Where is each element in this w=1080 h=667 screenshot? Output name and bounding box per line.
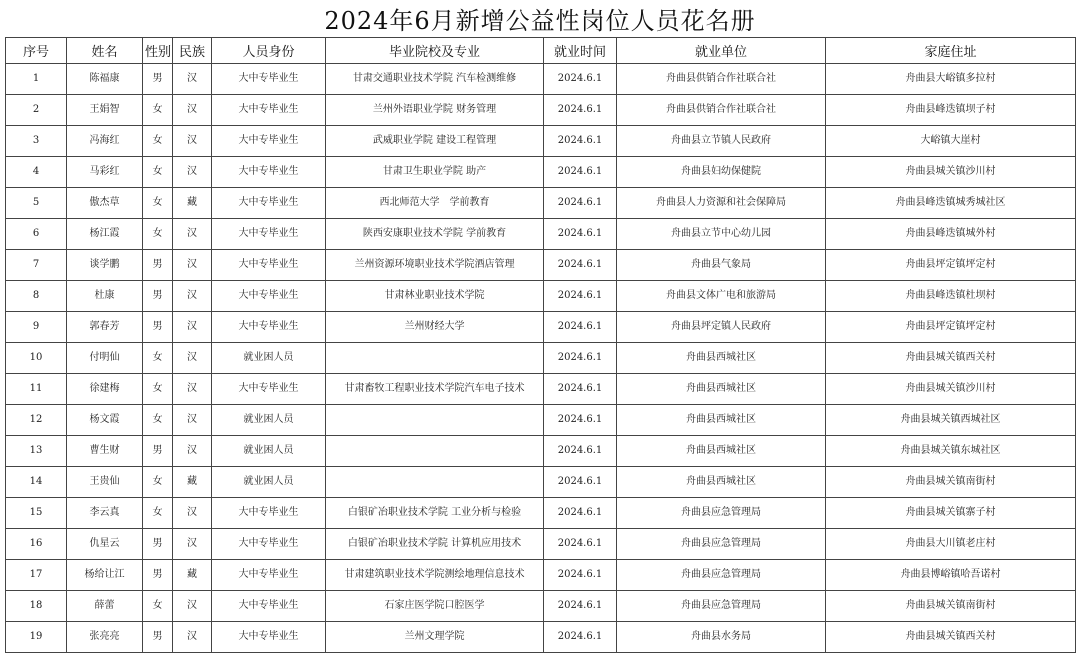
person-gender-cell: 男 xyxy=(143,250,173,281)
employment-date-cell: 2024.6.1 xyxy=(544,250,617,281)
person-identity-cell: 大中专毕业生 xyxy=(212,219,326,250)
employer-unit-cell: 舟曲县立节中心幼儿园 xyxy=(617,219,826,250)
person-identity-cell: 就业困人员 xyxy=(212,467,326,498)
school-major-cell: 武威职业学院 建设工程管理 xyxy=(326,126,544,157)
employment-date-cell: 2024.6.1 xyxy=(544,560,617,591)
person-name-cell: 马彩红 xyxy=(67,157,143,188)
person-name-cell: 付明仙 xyxy=(67,343,143,374)
person-gender-cell: 男 xyxy=(143,622,173,653)
person-ethnicity-cell: 汉 xyxy=(173,529,212,560)
person-identity-cell: 大中专毕业生 xyxy=(212,498,326,529)
employer-unit-cell: 舟曲县妇幼保健院 xyxy=(617,157,826,188)
employer-unit-cell: 舟曲县西城社区 xyxy=(617,343,826,374)
school-major-cell: 白银矿冶职业技术学院 工业分析与检验 xyxy=(326,498,544,529)
table-row xyxy=(6,219,1076,250)
school-major-cell: 甘肃卫生职业学院 助产 xyxy=(326,157,544,188)
person-identity-cell: 就业困人员 xyxy=(212,405,326,436)
employment-date-cell: 2024.6.1 xyxy=(544,95,617,126)
column-header: 毕业院校及专业 xyxy=(326,38,544,64)
person-gender-cell: 女 xyxy=(143,343,173,374)
home-address-cell: 舟曲县峰迭镇坝子村 xyxy=(826,95,1076,126)
column-header: 性别 xyxy=(143,38,173,64)
person-ethnicity-cell: 藏 xyxy=(173,188,212,219)
person-identity-cell: 大中专毕业生 xyxy=(212,64,326,95)
school-major-cell: 甘肃林业职业技术学院 xyxy=(326,281,544,312)
employer-unit-cell: 舟曲县应急管理局 xyxy=(617,529,826,560)
row-number-cell: 1 xyxy=(6,64,67,95)
table-row xyxy=(6,188,1076,219)
roster-body xyxy=(6,64,1076,653)
person-ethnicity-cell: 汉 xyxy=(173,157,212,188)
person-name-cell: 冯海红 xyxy=(67,126,143,157)
employment-date-cell: 2024.6.1 xyxy=(544,529,617,560)
employer-unit-cell: 舟曲县西城社区 xyxy=(617,405,826,436)
row-number-cell: 10 xyxy=(6,343,67,374)
employer-unit-cell: 舟曲县西城社区 xyxy=(617,374,826,405)
person-ethnicity-cell: 汉 xyxy=(173,622,212,653)
person-identity-cell: 大中专毕业生 xyxy=(212,591,326,622)
person-name-cell: 谈学鹏 xyxy=(67,250,143,281)
table-row xyxy=(6,436,1076,467)
person-ethnicity-cell: 汉 xyxy=(173,126,212,157)
person-ethnicity-cell: 汉 xyxy=(173,95,212,126)
person-ethnicity-cell: 汉 xyxy=(173,64,212,95)
school-major-cell: 兰州资源环境职业技术学院酒店管理 xyxy=(326,250,544,281)
person-identity-cell: 大中专毕业生 xyxy=(212,560,326,591)
person-name-cell: 徐建梅 xyxy=(67,374,143,405)
employer-unit-cell: 舟曲县供销合作社联合社 xyxy=(617,64,826,95)
employment-date-cell: 2024.6.1 xyxy=(544,591,617,622)
home-address-cell: 舟曲县城关镇沙川村 xyxy=(826,157,1076,188)
home-address-cell: 舟曲县城关镇西关村 xyxy=(826,343,1076,374)
employment-date-cell: 2024.6.1 xyxy=(544,405,617,436)
person-gender-cell: 男 xyxy=(143,64,173,95)
home-address-cell: 舟曲县城关镇南街村 xyxy=(826,591,1076,622)
person-name-cell: 薛蕾 xyxy=(67,591,143,622)
person-gender-cell: 男 xyxy=(143,529,173,560)
employer-unit-cell: 舟曲县立节镇人民政府 xyxy=(617,126,826,157)
employer-unit-cell: 舟曲县应急管理局 xyxy=(617,591,826,622)
column-header: 家庭住址 xyxy=(826,38,1076,64)
home-address-cell: 舟曲县坪定镇坪定村 xyxy=(826,312,1076,343)
school-major-cell xyxy=(326,436,544,467)
person-identity-cell: 大中专毕业生 xyxy=(212,250,326,281)
school-major-cell xyxy=(326,467,544,498)
person-name-cell: 王娟智 xyxy=(67,95,143,126)
person-ethnicity-cell: 汉 xyxy=(173,498,212,529)
person-gender-cell: 男 xyxy=(143,281,173,312)
row-number-cell: 17 xyxy=(6,560,67,591)
person-ethnicity-cell: 汉 xyxy=(173,591,212,622)
person-ethnicity-cell: 汉 xyxy=(173,312,212,343)
employment-date-cell: 2024.6.1 xyxy=(544,219,617,250)
employer-unit-cell: 舟曲县应急管理局 xyxy=(617,498,826,529)
row-number-cell: 6 xyxy=(6,219,67,250)
table-row xyxy=(6,374,1076,405)
employer-unit-cell: 舟曲县西城社区 xyxy=(617,436,826,467)
table-row xyxy=(6,343,1076,374)
person-name-cell: 杨给让江 xyxy=(67,560,143,591)
home-address-cell: 舟曲县大川镇老庄村 xyxy=(826,529,1076,560)
home-address-cell: 舟曲县城关镇东城社区 xyxy=(826,436,1076,467)
row-number-cell: 18 xyxy=(6,591,67,622)
person-ethnicity-cell: 汉 xyxy=(173,250,212,281)
row-number-cell: 2 xyxy=(6,95,67,126)
row-number-cell: 4 xyxy=(6,157,67,188)
person-gender-cell: 男 xyxy=(143,560,173,591)
table-row xyxy=(6,250,1076,281)
table-row xyxy=(6,591,1076,622)
person-gender-cell: 女 xyxy=(143,219,173,250)
table-row xyxy=(6,312,1076,343)
person-name-cell: 陈福康 xyxy=(67,64,143,95)
home-address-cell: 舟曲县城关镇寨子村 xyxy=(826,498,1076,529)
person-ethnicity-cell: 藏 xyxy=(173,467,212,498)
employment-date-cell: 2024.6.1 xyxy=(544,622,617,653)
employment-date-cell: 2024.6.1 xyxy=(544,436,617,467)
row-number-cell: 11 xyxy=(6,374,67,405)
person-ethnicity-cell: 汉 xyxy=(173,405,212,436)
table-row xyxy=(6,281,1076,312)
school-major-cell: 白银矿冶职业技术学院 计算机应用技术 xyxy=(326,529,544,560)
row-number-cell: 5 xyxy=(6,188,67,219)
person-gender-cell: 女 xyxy=(143,126,173,157)
home-address-cell: 舟曲县峰迭镇城外村 xyxy=(826,219,1076,250)
row-number-cell: 12 xyxy=(6,405,67,436)
person-identity-cell: 大中专毕业生 xyxy=(212,622,326,653)
employment-date-cell: 2024.6.1 xyxy=(544,126,617,157)
table-row xyxy=(6,622,1076,653)
person-name-cell: 曹生财 xyxy=(67,436,143,467)
employment-date-cell: 2024.6.1 xyxy=(544,467,617,498)
person-gender-cell: 女 xyxy=(143,467,173,498)
school-major-cell: 甘肃交通职业技术学院 汽车检测维修 xyxy=(326,64,544,95)
row-number-cell: 15 xyxy=(6,498,67,529)
school-major-cell: 兰州财经大学 xyxy=(326,312,544,343)
person-name-cell: 傲杰草 xyxy=(67,188,143,219)
school-major-cell: 兰州外语职业学院 财务管理 xyxy=(326,95,544,126)
row-number-cell: 3 xyxy=(6,126,67,157)
person-identity-cell: 就业困人员 xyxy=(212,436,326,467)
person-identity-cell: 就业困人员 xyxy=(212,343,326,374)
row-number-cell: 19 xyxy=(6,622,67,653)
home-address-cell: 舟曲县峰迭镇杜坝村 xyxy=(826,281,1076,312)
table-row xyxy=(6,95,1076,126)
row-number-cell: 9 xyxy=(6,312,67,343)
home-address-cell: 舟曲县城关镇沙川村 xyxy=(826,374,1076,405)
employer-unit-cell: 舟曲县坪定镇人民政府 xyxy=(617,312,826,343)
person-gender-cell: 女 xyxy=(143,374,173,405)
document-title: 2024年6月新增公益性岗位人员花名册 xyxy=(324,7,756,35)
person-name-cell: 李云真 xyxy=(67,498,143,529)
person-ethnicity-cell: 汉 xyxy=(173,374,212,405)
row-number-cell: 16 xyxy=(6,529,67,560)
employment-date-cell: 2024.6.1 xyxy=(544,343,617,374)
school-major-cell xyxy=(326,405,544,436)
table-row xyxy=(6,157,1076,188)
row-number-cell: 8 xyxy=(6,281,67,312)
employment-date-cell: 2024.6.1 xyxy=(544,188,617,219)
table-row xyxy=(6,529,1076,560)
person-gender-cell: 男 xyxy=(143,312,173,343)
person-identity-cell: 大中专毕业生 xyxy=(212,529,326,560)
person-gender-cell: 女 xyxy=(143,95,173,126)
person-name-cell: 杨江霞 xyxy=(67,219,143,250)
row-number-cell: 14 xyxy=(6,467,67,498)
school-major-cell: 甘肃建筑职业技术学院测绘地理信息技术 xyxy=(326,560,544,591)
table-row xyxy=(6,467,1076,498)
home-address-cell: 舟曲县坪定镇坪定村 xyxy=(826,250,1076,281)
employment-date-cell: 2024.6.1 xyxy=(544,281,617,312)
table-row xyxy=(6,126,1076,157)
school-major-cell: 陕西安康职业技术学院 学前教育 xyxy=(326,219,544,250)
column-header: 姓名 xyxy=(67,38,143,64)
person-identity-cell: 大中专毕业生 xyxy=(212,374,326,405)
employment-date-cell: 2024.6.1 xyxy=(544,374,617,405)
person-gender-cell: 女 xyxy=(143,188,173,219)
person-name-cell: 郭春芳 xyxy=(67,312,143,343)
person-name-cell: 仇星云 xyxy=(67,529,143,560)
home-address-cell: 舟曲县峰迭镇城秀城社区 xyxy=(826,188,1076,219)
person-name-cell: 王贵仙 xyxy=(67,467,143,498)
employment-date-cell: 2024.6.1 xyxy=(544,498,617,529)
person-name-cell: 张亮亮 xyxy=(67,622,143,653)
person-identity-cell: 大中专毕业生 xyxy=(212,126,326,157)
row-number-cell: 13 xyxy=(6,436,67,467)
home-address-cell: 舟曲县博峪镇哈吾诺村 xyxy=(826,560,1076,591)
employer-unit-cell: 舟曲县人力资源和社会保障局 xyxy=(617,188,826,219)
column-header: 就业单位 xyxy=(617,38,826,64)
employer-unit-cell: 舟曲县水务局 xyxy=(617,622,826,653)
table-row xyxy=(6,498,1076,529)
home-address-cell: 舟曲县城关镇南街村 xyxy=(826,467,1076,498)
school-major-cell: 兰州文理学院 xyxy=(326,622,544,653)
home-address-cell: 舟曲县大峪镇多拉村 xyxy=(826,64,1076,95)
school-major-cell xyxy=(326,343,544,374)
employment-date-cell: 2024.6.1 xyxy=(544,312,617,343)
row-number-cell: 7 xyxy=(6,250,67,281)
person-ethnicity-cell: 藏 xyxy=(173,560,212,591)
person-identity-cell: 大中专毕业生 xyxy=(212,188,326,219)
employer-unit-cell: 舟曲县西城社区 xyxy=(617,467,826,498)
person-ethnicity-cell: 汉 xyxy=(173,343,212,374)
column-header: 序号 xyxy=(6,38,67,64)
employer-unit-cell: 舟曲县气象局 xyxy=(617,250,826,281)
person-gender-cell: 男 xyxy=(143,436,173,467)
person-identity-cell: 大中专毕业生 xyxy=(212,95,326,126)
employer-unit-cell: 舟曲县应急管理局 xyxy=(617,560,826,591)
school-major-cell: 西北师范大学 学前教育 xyxy=(326,188,544,219)
person-ethnicity-cell: 汉 xyxy=(173,281,212,312)
home-address-cell: 舟曲县城关镇西关村 xyxy=(826,622,1076,653)
person-identity-cell: 大中专毕业生 xyxy=(212,312,326,343)
person-gender-cell: 女 xyxy=(143,157,173,188)
home-address-cell: 大峪镇大崖村 xyxy=(826,126,1076,157)
person-gender-cell: 女 xyxy=(143,498,173,529)
person-ethnicity-cell: 汉 xyxy=(173,219,212,250)
header-row xyxy=(6,38,1076,64)
school-major-cell: 石家庄医学院口腔医学 xyxy=(326,591,544,622)
home-address-cell: 舟曲县城关镇西城社区 xyxy=(826,405,1076,436)
column-header: 人员身份 xyxy=(212,38,326,64)
employer-unit-cell: 舟曲县供销合作社联合社 xyxy=(617,95,826,126)
employer-unit-cell: 舟曲县文体广电和旅游局 xyxy=(617,281,826,312)
person-gender-cell: 女 xyxy=(143,591,173,622)
person-ethnicity-cell: 汉 xyxy=(173,436,212,467)
person-gender-cell: 女 xyxy=(143,405,173,436)
person-identity-cell: 大中专毕业生 xyxy=(212,281,326,312)
table-row xyxy=(6,405,1076,436)
table-row xyxy=(6,64,1076,95)
column-header: 民族 xyxy=(173,38,212,64)
person-name-cell: 杜康 xyxy=(67,281,143,312)
school-major-cell: 甘肃畜牧工程职业技术学院汽车电子技术 xyxy=(326,374,544,405)
person-name-cell: 杨文霞 xyxy=(67,405,143,436)
table-row xyxy=(6,560,1076,591)
employment-date-cell: 2024.6.1 xyxy=(544,157,617,188)
employment-date-cell: 2024.6.1 xyxy=(544,64,617,95)
roster-table xyxy=(5,37,1076,653)
column-header: 就业时间 xyxy=(544,38,617,64)
person-identity-cell: 大中专毕业生 xyxy=(212,157,326,188)
